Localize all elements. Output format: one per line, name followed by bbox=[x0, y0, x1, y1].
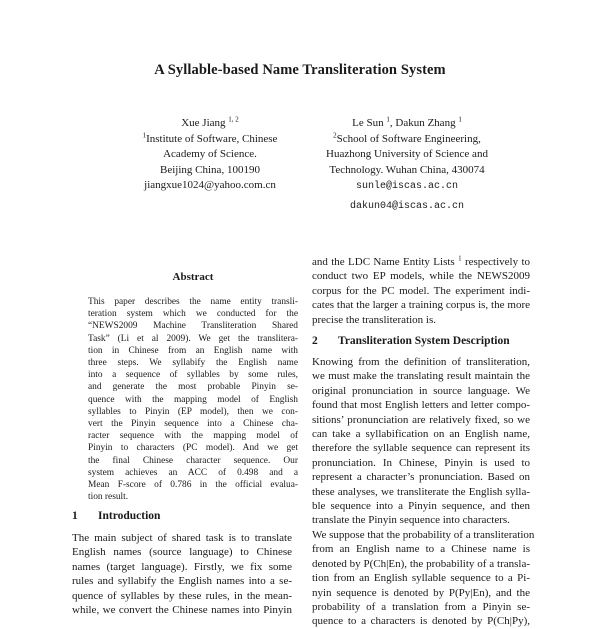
section-heading-introduction: 1 Introduction bbox=[72, 510, 161, 522]
section-heading-system-description: 2 Transliteration System Description bbox=[312, 335, 510, 347]
body-line: from an English name to a Chinese name is bbox=[312, 543, 530, 556]
abstract-line: tion in Chinese from an English name with bbox=[88, 345, 298, 356]
body-line: quence of syllables by these rules, in the mean- bbox=[72, 589, 292, 602]
affiliation-line: Huazhong University of Science and bbox=[326, 148, 488, 160]
abstract-line: Task” (Li et al 2009). We get the translitera- bbox=[88, 333, 298, 344]
abstract-line: three steps. We syllabify the English name bbox=[88, 358, 298, 369]
body-line: found that most English letters and letter compo- bbox=[312, 399, 530, 412]
body-line: probability of a translation from a Pinyin se- bbox=[312, 600, 530, 613]
affiliation-line: $^1$Institute of Software, Chinese bbox=[142, 130, 278, 145]
abstract-line: quence with the mapping model of English bbox=[88, 394, 298, 405]
body-line: Knowing from the definition of transliteration, bbox=[312, 356, 530, 368]
abstract-line: syllables to Pinyin (EP model), then we con- bbox=[88, 406, 298, 417]
body-line: denoted by P(Ch|En), the probability of a transla- bbox=[312, 557, 530, 570]
body-line: nyin sequence is denoted by P(Py|En), and the bbox=[312, 586, 530, 599]
body-line: The main subject of shared task is to translate bbox=[72, 532, 292, 544]
body-line: quence to a characters is denoted by P(Ch|Py), bbox=[312, 615, 530, 628]
abstract-line: into a sequence of syllables by some rules, bbox=[88, 370, 298, 381]
body-line: tion from an English syllable sequence to a Pi- bbox=[312, 572, 530, 585]
body-line: precise the transliteration is. bbox=[312, 313, 437, 326]
body-line: and the LDC Name Entity Lists $^1$ respectively to bbox=[312, 254, 531, 268]
body-line: these analyses, we transliterate the English sylla- bbox=[312, 485, 530, 498]
author-names: Le Sun $^1$, Dakun Zhang $^1$ bbox=[352, 115, 462, 129]
abstract-line: “NEWS2009 Machine Transliteration Shared bbox=[88, 321, 298, 332]
abstract-body bbox=[88, 296, 298, 503]
author-block-left bbox=[120, 116, 300, 194]
abstract-line: Mean F-score of 0.786 in the official evalua- bbox=[88, 480, 298, 491]
system-description-body bbox=[312, 355, 535, 629]
abstract-heading: Abstract bbox=[172, 271, 214, 283]
abstract-line: the final Chinese character sequence. Our bbox=[88, 455, 298, 466]
affiliation-line: Academy of Science. bbox=[163, 148, 257, 160]
author-email: sunle@iscas.ac.cn bbox=[355, 181, 459, 192]
body-line: we must make the translating result maintain the bbox=[312, 370, 530, 383]
body-line: rules and syllabify the English names into a se- bbox=[72, 575, 292, 588]
body-line: can take a syllabification on an English name, bbox=[312, 428, 530, 441]
abstract-line: system achieves an ACC of 0.498 and a bbox=[88, 467, 298, 478]
abstract-line: teration system which we conducted for the bbox=[88, 309, 298, 320]
abstract-line: and generate the most probable Pinyin se- bbox=[88, 382, 298, 393]
body-line: We suppose that the probability of a transliteration bbox=[312, 528, 535, 541]
body-line: pronunciation. In Chinese, Pinyin is used to bbox=[312, 456, 530, 469]
body-line: English names (source language) to Chinese bbox=[72, 546, 292, 559]
abstract-line: vert the Pinyin sequence into a Chinese cha- bbox=[88, 419, 298, 430]
body-line: corpus for the PC model. The experiment indi- bbox=[312, 284, 530, 297]
body-line: conduct two EP models, while the NEWS2009 bbox=[312, 270, 530, 283]
author-email: jiangxue1024@yahoo.com.cn bbox=[144, 179, 276, 191]
right-column-continuation bbox=[312, 255, 530, 327]
abstract-line: racter sequence with the mapping model of bbox=[88, 431, 298, 442]
affiliation-line: Technology. Wuhan China, 430074 bbox=[329, 163, 485, 176]
affiliation-line: $^2$School of Software Engineering, bbox=[333, 130, 481, 145]
body-line: translate the Pinyin sequence into characters. bbox=[312, 514, 510, 527]
paper-title: A Syllable-based Name Transliteration System bbox=[154, 62, 446, 78]
affiliation-line: Beijing China, 100190 bbox=[160, 163, 260, 176]
abstract-line: This paper describes the name entity transli- bbox=[88, 297, 298, 307]
author-block-right bbox=[312, 116, 502, 214]
author-email: dakun04@iscas.ac.cn bbox=[349, 200, 465, 212]
body-line: while, we convert the Chinese names into Pinyin bbox=[72, 604, 292, 617]
body-line: names (target language). Firstly, we fix some bbox=[72, 560, 292, 573]
body-line: therefore the syllable sequence can represent its bbox=[312, 442, 530, 455]
abstract-line: Pinyin to characters (PC model). And we get bbox=[88, 443, 298, 454]
introduction-body bbox=[72, 531, 292, 617]
body-line: cates that the larger a training corpus is, the more bbox=[312, 299, 530, 312]
body-line: ble sequence into a Pinyin sequence, and then bbox=[312, 500, 530, 513]
author-name: Xue Jiang $^{1, 2}$ bbox=[181, 115, 239, 129]
body-line: represent a character’s pronunciation. Based on bbox=[312, 471, 530, 484]
body-line: original pronunciation in source language. We bbox=[312, 384, 530, 397]
abstract-line: tion result. bbox=[88, 492, 129, 503]
body-line: sitions’ pronunciation are relatively fixed, so we bbox=[312, 413, 530, 426]
